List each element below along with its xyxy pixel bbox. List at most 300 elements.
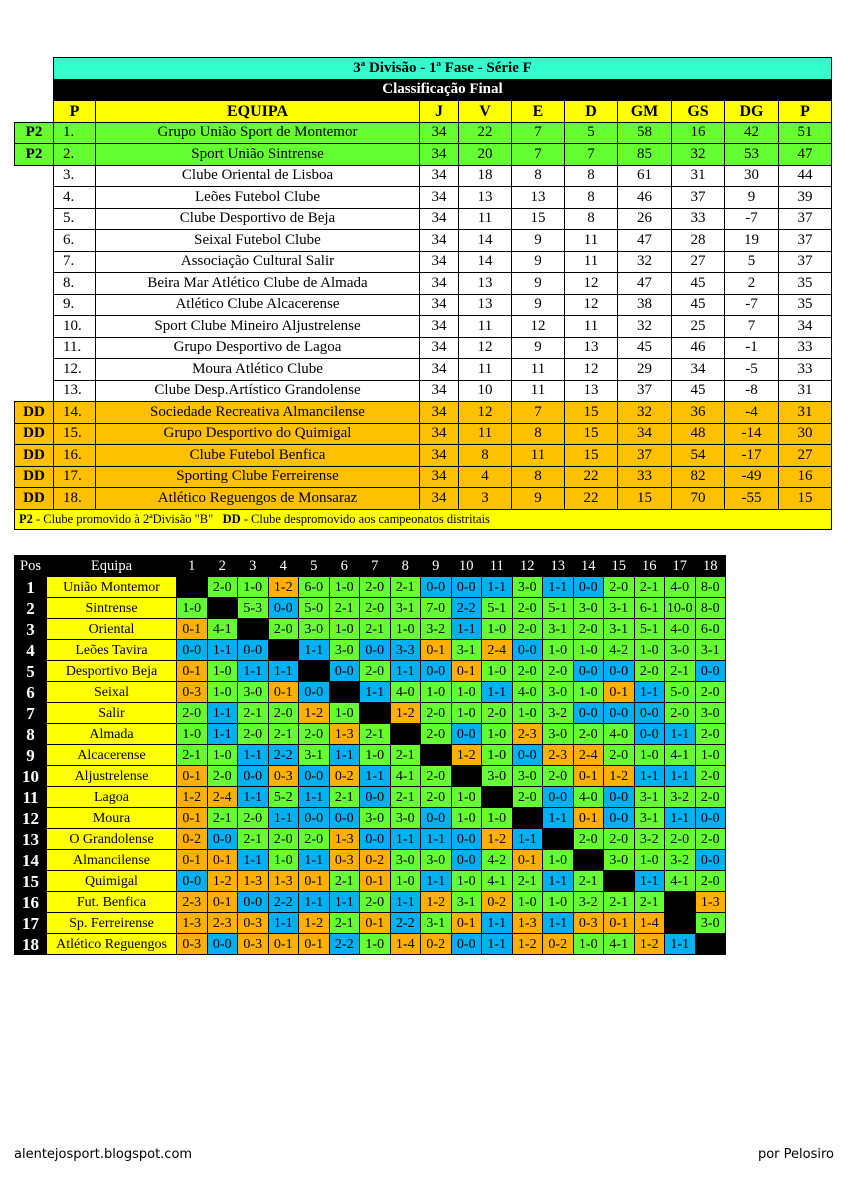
wins: 11 bbox=[459, 316, 512, 338]
matrix-result-cell: 5-0 bbox=[665, 682, 696, 703]
matrix-self-cell bbox=[299, 661, 330, 682]
matrix-result-cell: 0-0 bbox=[543, 787, 574, 808]
matrix-result-cell: 2-0 bbox=[421, 766, 452, 787]
goals-against: 70 bbox=[672, 488, 725, 510]
matrix-row-pos: 8 bbox=[15, 724, 47, 745]
goals-against: 25 bbox=[672, 316, 725, 338]
matrix-result-cell: 2-1 bbox=[360, 724, 391, 745]
matrix-self-cell bbox=[604, 871, 635, 892]
matrix-result-cell: 0-2 bbox=[543, 934, 574, 955]
goals-for: 29 bbox=[618, 359, 672, 381]
matrix-result-cell: 2-1 bbox=[573, 871, 604, 892]
matrix-result-cell: 0-0 bbox=[604, 661, 635, 682]
goals-for: 85 bbox=[618, 144, 672, 166]
matrix-result-cell: 0-1 bbox=[207, 892, 238, 913]
team-name: Associação Cultural Salir bbox=[96, 251, 420, 273]
matrix-result-cell: 2-0 bbox=[207, 766, 238, 787]
legend-dd-text: - Clube despromovido aos campeonatos distritais bbox=[240, 511, 490, 526]
matrix-result-cell: 2-1 bbox=[268, 724, 299, 745]
matrix-col-header: 11 bbox=[482, 556, 513, 577]
matrix-result-cell: 2-1 bbox=[177, 745, 208, 766]
goal-diff: 7 bbox=[725, 316, 779, 338]
matrix-result-cell: 2-1 bbox=[329, 598, 360, 619]
points: 16 bbox=[779, 466, 832, 488]
matrix-result-cell: 1-1 bbox=[268, 661, 299, 682]
status-tag: DD bbox=[15, 488, 54, 510]
standings-row bbox=[15, 488, 832, 510]
points: 37 bbox=[779, 251, 832, 273]
matrix-result-cell: 2-0 bbox=[543, 661, 574, 682]
wins: 8 bbox=[459, 445, 512, 467]
matrix-result-cell: 2-3 bbox=[512, 724, 543, 745]
status-tag: DD bbox=[15, 423, 54, 445]
goal-diff: 53 bbox=[725, 144, 779, 166]
matrix-result-cell: 0-3 bbox=[177, 934, 208, 955]
goals-against: 34 bbox=[672, 359, 725, 381]
matrix-result-cell: 2-0 bbox=[268, 619, 299, 640]
wins: 13 bbox=[459, 273, 512, 295]
matrix-result-cell: 1-0 bbox=[207, 661, 238, 682]
matrix-result-cell: 3-0 bbox=[299, 619, 330, 640]
matrix-result-cell: 0-1 bbox=[421, 640, 452, 661]
matrix-row bbox=[15, 766, 726, 787]
status-tag bbox=[15, 359, 54, 381]
matrix-team-header: Equipa bbox=[47, 556, 177, 577]
header-goals-against: GS bbox=[672, 101, 725, 123]
position: 6. bbox=[54, 230, 96, 252]
matrix-row-pos: 3 bbox=[15, 619, 47, 640]
matrix-result-cell: 2-4 bbox=[207, 787, 238, 808]
played: 34 bbox=[420, 294, 459, 316]
matrix-result-cell: 0-0 bbox=[360, 829, 391, 850]
matrix-result-cell: 1-0 bbox=[360, 745, 391, 766]
matrix-result-cell: 2-0 bbox=[299, 829, 330, 850]
goals-for: 32 bbox=[618, 402, 672, 424]
matrix-result-cell: 0-0 bbox=[451, 934, 482, 955]
matrix-row-team: Aljustrelense bbox=[47, 766, 177, 787]
standings-row bbox=[15, 316, 832, 338]
matrix-result-cell: 1-1 bbox=[329, 892, 360, 913]
matrix-result-cell: 1-0 bbox=[543, 892, 574, 913]
matrix-result-cell: 4-1 bbox=[665, 745, 696, 766]
matrix-result-cell: 2-0 bbox=[604, 829, 635, 850]
matrix-result-cell: 1-1 bbox=[268, 913, 299, 934]
matrix-result-cell: 0-0 bbox=[573, 661, 604, 682]
goals-against: 45 bbox=[672, 380, 725, 402]
position: 5. bbox=[54, 208, 96, 230]
matrix-result-cell: 0-1 bbox=[360, 913, 391, 934]
matrix-result-cell: 1-0 bbox=[329, 703, 360, 724]
standings-subtitle-row bbox=[15, 79, 832, 101]
played: 34 bbox=[420, 337, 459, 359]
losses: 12 bbox=[565, 294, 618, 316]
matrix-result-cell: 4-0 bbox=[390, 682, 421, 703]
matrix-result-cell: 1-1 bbox=[207, 640, 238, 661]
header-goal-diff: DG bbox=[725, 101, 779, 123]
matrix-result-cell: 0-0 bbox=[177, 640, 208, 661]
matrix-row bbox=[15, 703, 726, 724]
played: 34 bbox=[420, 230, 459, 252]
losses: 12 bbox=[565, 273, 618, 295]
goal-diff: 9 bbox=[725, 187, 779, 209]
matrix-result-cell: 1-0 bbox=[390, 871, 421, 892]
standings-title: 3ª Divisão - 1ª Fase - Série F bbox=[54, 58, 832, 80]
matrix-col-header: 3 bbox=[238, 556, 269, 577]
position: 9. bbox=[54, 294, 96, 316]
matrix-result-cell: 2-2 bbox=[329, 934, 360, 955]
team-name: Clube Desportivo de Beja bbox=[96, 208, 420, 230]
position: 16. bbox=[54, 445, 96, 467]
wins: 22 bbox=[459, 122, 512, 144]
matrix-row-team: União Montemor bbox=[47, 577, 177, 598]
standings-row bbox=[15, 359, 832, 381]
points: 35 bbox=[779, 273, 832, 295]
points: 37 bbox=[779, 230, 832, 252]
matrix-result-cell: 1-1 bbox=[421, 871, 452, 892]
status-tag bbox=[15, 273, 54, 295]
matrix-row-team: Seixal bbox=[47, 682, 177, 703]
matrix-row-team: Almancilense bbox=[47, 850, 177, 871]
matrix-row bbox=[15, 934, 726, 955]
matrix-result-cell: 3-1 bbox=[604, 598, 635, 619]
matrix-row-pos: 9 bbox=[15, 745, 47, 766]
points: 31 bbox=[779, 402, 832, 424]
standings-row bbox=[15, 273, 832, 295]
matrix-result-cell: 0-1 bbox=[207, 850, 238, 871]
matrix-result-cell: 2-1 bbox=[329, 913, 360, 934]
goals-against: 33 bbox=[672, 208, 725, 230]
goals-for: 47 bbox=[618, 230, 672, 252]
matrix-col-header: 12 bbox=[512, 556, 543, 577]
matrix-result-cell: 0-1 bbox=[268, 934, 299, 955]
goals-against: 31 bbox=[672, 165, 725, 187]
results-matrix bbox=[14, 555, 726, 955]
matrix-result-cell: 1-0 bbox=[451, 808, 482, 829]
matrix-result-cell: 8-0 bbox=[695, 598, 726, 619]
position: 8. bbox=[54, 273, 96, 295]
team-name: Sport Clube Mineiro Aljustrelense bbox=[96, 316, 420, 338]
standings-header-row bbox=[15, 101, 832, 123]
matrix-result-cell: 1-1 bbox=[299, 850, 330, 871]
footer-source: alentejosport.blogspot.com bbox=[14, 1147, 193, 1162]
matrix-result-cell: 1-0 bbox=[207, 682, 238, 703]
points: 31 bbox=[779, 380, 832, 402]
matrix-result-cell: 3-1 bbox=[604, 619, 635, 640]
matrix-result-cell: 0-2 bbox=[421, 934, 452, 955]
points: 39 bbox=[779, 187, 832, 209]
standings-table bbox=[14, 57, 832, 530]
goals-against: 37 bbox=[672, 187, 725, 209]
matrix-result-cell: 0-3 bbox=[573, 913, 604, 934]
matrix-result-cell: 1-1 bbox=[238, 745, 269, 766]
matrix-result-cell: 1-1 bbox=[207, 703, 238, 724]
goals-against: 82 bbox=[672, 466, 725, 488]
wins: 11 bbox=[459, 423, 512, 445]
played: 34 bbox=[420, 165, 459, 187]
header-pos: P bbox=[54, 101, 96, 123]
standings-row bbox=[15, 380, 832, 402]
matrix-result-cell: 2-0 bbox=[268, 703, 299, 724]
matrix-col-header: 7 bbox=[360, 556, 391, 577]
matrix-result-cell: 1-0 bbox=[451, 703, 482, 724]
goal-diff: -55 bbox=[725, 488, 779, 510]
header-team: EQUIPA bbox=[96, 101, 420, 123]
matrix-result-cell: 2-1 bbox=[634, 892, 665, 913]
draws: 15 bbox=[512, 208, 565, 230]
matrix-result-cell: 0-0 bbox=[573, 577, 604, 598]
played: 34 bbox=[420, 316, 459, 338]
matrix-self-cell bbox=[695, 934, 726, 955]
matrix-result-cell: 2-0 bbox=[573, 724, 604, 745]
matrix-self-cell bbox=[573, 850, 604, 871]
matrix-row-pos: 18 bbox=[15, 934, 47, 955]
matrix-result-cell: 2-0 bbox=[482, 703, 513, 724]
matrix-result-cell: 1-1 bbox=[665, 724, 696, 745]
matrix-row-pos: 13 bbox=[15, 829, 47, 850]
matrix-row-team: Sp. Ferreirense bbox=[47, 913, 177, 934]
goals-for: 34 bbox=[618, 423, 672, 445]
goals-against: 28 bbox=[672, 230, 725, 252]
matrix-result-cell: 1-0 bbox=[390, 619, 421, 640]
matrix-result-cell: 1-0 bbox=[238, 577, 269, 598]
matrix-result-cell: 8-0 bbox=[695, 577, 726, 598]
matrix-result-cell: 0-0 bbox=[634, 724, 665, 745]
goal-diff: -8 bbox=[725, 380, 779, 402]
played: 34 bbox=[420, 402, 459, 424]
wins: 13 bbox=[459, 294, 512, 316]
header-played: J bbox=[420, 101, 459, 123]
matrix-col-header: 4 bbox=[268, 556, 299, 577]
matrix-result-cell: 2-2 bbox=[268, 892, 299, 913]
standings-legend bbox=[15, 509, 832, 529]
matrix-result-cell: 1-0 bbox=[482, 808, 513, 829]
draws: 9 bbox=[512, 251, 565, 273]
matrix-result-cell: 1-1 bbox=[634, 682, 665, 703]
matrix-result-cell: 1-1 bbox=[482, 913, 513, 934]
matrix-result-cell: 0-0 bbox=[512, 640, 543, 661]
matrix-result-cell: 0-3 bbox=[238, 913, 269, 934]
matrix-result-cell: 3-2 bbox=[573, 892, 604, 913]
goal-diff: -7 bbox=[725, 294, 779, 316]
standings-row bbox=[15, 466, 832, 488]
matrix-result-cell: 1-1 bbox=[207, 724, 238, 745]
team-name: Clube Oriental de Lisboa bbox=[96, 165, 420, 187]
matrix-result-cell: 3-1 bbox=[543, 619, 574, 640]
status-tag: DD bbox=[15, 445, 54, 467]
points: 15 bbox=[779, 488, 832, 510]
status-tag: DD bbox=[15, 466, 54, 488]
goal-diff: -4 bbox=[725, 402, 779, 424]
matrix-result-cell: 0-0 bbox=[238, 766, 269, 787]
goal-diff: 42 bbox=[725, 122, 779, 144]
team-name: Atlético Reguengos de Monsaraz bbox=[96, 488, 420, 510]
matrix-result-cell: 2-0 bbox=[360, 892, 391, 913]
matrix-result-cell: 0-0 bbox=[634, 703, 665, 724]
matrix-result-cell: 1-3 bbox=[329, 724, 360, 745]
matrix-result-cell: 4-1 bbox=[482, 871, 513, 892]
matrix-result-cell: 4-2 bbox=[604, 640, 635, 661]
matrix-result-cell: 0-0 bbox=[451, 577, 482, 598]
matrix-result-cell: 2-0 bbox=[695, 682, 726, 703]
goal-diff: 2 bbox=[725, 273, 779, 295]
standings-row bbox=[15, 187, 832, 209]
matrix-self-cell bbox=[207, 598, 238, 619]
points: 33 bbox=[779, 337, 832, 359]
matrix-result-cell: 1-1 bbox=[390, 829, 421, 850]
wins: 10 bbox=[459, 380, 512, 402]
matrix-result-cell: 4-0 bbox=[604, 724, 635, 745]
legend-p2-code: P2 bbox=[19, 511, 33, 526]
team-name: Grupo União Sport de Montemor bbox=[96, 122, 420, 144]
matrix-row-pos: 11 bbox=[15, 787, 47, 808]
matrix-result-cell: 3-3 bbox=[390, 640, 421, 661]
status-tag bbox=[15, 380, 54, 402]
matrix-result-cell: 4-0 bbox=[573, 787, 604, 808]
matrix-result-cell: 1-0 bbox=[573, 640, 604, 661]
matrix-result-cell: 0-0 bbox=[421, 808, 452, 829]
matrix-result-cell: 0-0 bbox=[421, 577, 452, 598]
matrix-result-cell: 2-1 bbox=[329, 871, 360, 892]
points: 33 bbox=[779, 359, 832, 381]
matrix-result-cell: 1-3 bbox=[329, 829, 360, 850]
matrix-result-cell: 2-1 bbox=[238, 829, 269, 850]
losses: 13 bbox=[565, 380, 618, 402]
matrix-row bbox=[15, 787, 726, 808]
matrix-col-header: 5 bbox=[299, 556, 330, 577]
goal-diff: 5 bbox=[725, 251, 779, 273]
matrix-result-cell: 3-2 bbox=[665, 850, 696, 871]
draws: 11 bbox=[512, 359, 565, 381]
matrix-result-cell: 2-0 bbox=[421, 703, 452, 724]
matrix-result-cell: 0-1 bbox=[177, 661, 208, 682]
matrix-self-cell bbox=[512, 808, 543, 829]
team-name: Sociedade Recreativa Almancilense bbox=[96, 402, 420, 424]
status-tag: P2 bbox=[15, 122, 54, 144]
position: 13. bbox=[54, 380, 96, 402]
standings-row bbox=[15, 423, 832, 445]
wins: 14 bbox=[459, 251, 512, 273]
goals-for: 47 bbox=[618, 273, 672, 295]
wins: 12 bbox=[459, 402, 512, 424]
matrix-result-cell: 2-3 bbox=[207, 913, 238, 934]
draws: 8 bbox=[512, 423, 565, 445]
position: 14. bbox=[54, 402, 96, 424]
matrix-row-team: Desportivo Beja bbox=[47, 661, 177, 682]
matrix-result-cell: 0-3 bbox=[329, 850, 360, 871]
matrix-row-pos: 6 bbox=[15, 682, 47, 703]
matrix-result-cell: 3-2 bbox=[421, 619, 452, 640]
matrix-result-cell: 1-1 bbox=[543, 577, 574, 598]
matrix-result-cell: 1-1 bbox=[238, 850, 269, 871]
matrix-result-cell: 3-2 bbox=[665, 787, 696, 808]
matrix-row bbox=[15, 598, 726, 619]
matrix-result-cell: 2-0 bbox=[695, 766, 726, 787]
status-tag bbox=[15, 337, 54, 359]
matrix-result-cell: 1-1 bbox=[421, 829, 452, 850]
matrix-result-cell: 10-0 bbox=[665, 598, 696, 619]
losses: 8 bbox=[565, 165, 618, 187]
matrix-result-cell: 5-1 bbox=[543, 598, 574, 619]
matrix-result-cell: 2-1 bbox=[238, 703, 269, 724]
team-name: Grupo Desportivo de Lagoa bbox=[96, 337, 420, 359]
matrix-result-cell: 0-2 bbox=[329, 766, 360, 787]
team-name: Clube Desp.Artístico Grandolense bbox=[96, 380, 420, 402]
matrix-col-header: 10 bbox=[451, 556, 482, 577]
matrix-self-cell bbox=[451, 766, 482, 787]
matrix-result-cell: 1-2 bbox=[421, 892, 452, 913]
matrix-result-cell: 4-1 bbox=[665, 871, 696, 892]
matrix-result-cell: 2-0 bbox=[238, 808, 269, 829]
goals-for: 46 bbox=[618, 187, 672, 209]
matrix-result-cell: 0-0 bbox=[238, 640, 269, 661]
losses: 8 bbox=[565, 208, 618, 230]
matrix-result-cell: 0-1 bbox=[573, 808, 604, 829]
matrix-result-cell: 1-0 bbox=[634, 640, 665, 661]
played: 34 bbox=[420, 122, 459, 144]
goals-against: 16 bbox=[672, 122, 725, 144]
standings-row bbox=[15, 337, 832, 359]
wins: 3 bbox=[459, 488, 512, 510]
status-tag bbox=[15, 208, 54, 230]
matrix-row-pos: 1 bbox=[15, 577, 47, 598]
team-name: Grupo Desportivo do Quimigal bbox=[96, 423, 420, 445]
matrix-row bbox=[15, 913, 726, 934]
matrix-result-cell: 0-0 bbox=[451, 724, 482, 745]
wins: 11 bbox=[459, 359, 512, 381]
matrix-row-team: O Grandolense bbox=[47, 829, 177, 850]
team-name: Leões Futebol Clube bbox=[96, 187, 420, 209]
matrix-result-cell: 3-1 bbox=[695, 640, 726, 661]
matrix-result-cell: 1-0 bbox=[512, 703, 543, 724]
matrix-self-cell bbox=[390, 724, 421, 745]
matrix-result-cell: 0-1 bbox=[604, 913, 635, 934]
matrix-result-cell: 0-1 bbox=[299, 871, 330, 892]
matrix-result-cell: 0-0 bbox=[451, 829, 482, 850]
matrix-result-cell: 1-1 bbox=[238, 661, 269, 682]
team-name: Beira Mar Atlético Clube de Almada bbox=[96, 273, 420, 295]
matrix-result-cell: 1-2 bbox=[299, 913, 330, 934]
points: 37 bbox=[779, 208, 832, 230]
matrix-row bbox=[15, 577, 726, 598]
header-points: P bbox=[779, 101, 832, 123]
matrix-result-cell: 0-3 bbox=[177, 682, 208, 703]
goals-against: 54 bbox=[672, 445, 725, 467]
matrix-result-cell: 3-1 bbox=[421, 913, 452, 934]
losses: 7 bbox=[565, 144, 618, 166]
matrix-result-cell: 0-0 bbox=[268, 598, 299, 619]
matrix-result-cell: 2-3 bbox=[543, 745, 574, 766]
matrix-result-cell: 2-0 bbox=[573, 619, 604, 640]
matrix-result-cell: 0-1 bbox=[512, 850, 543, 871]
matrix-result-cell: 3-0 bbox=[421, 850, 452, 871]
goals-for: 26 bbox=[618, 208, 672, 230]
matrix-result-cell: 1-0 bbox=[451, 787, 482, 808]
matrix-result-cell: 0-0 bbox=[329, 808, 360, 829]
played: 34 bbox=[420, 423, 459, 445]
matrix-result-cell: 2-1 bbox=[360, 619, 391, 640]
losses: 11 bbox=[565, 316, 618, 338]
matrix-col-header: 8 bbox=[390, 556, 421, 577]
matrix-result-cell: 2-0 bbox=[207, 577, 238, 598]
status-tag bbox=[15, 316, 54, 338]
played: 34 bbox=[420, 144, 459, 166]
matrix-result-cell: 1-0 bbox=[451, 682, 482, 703]
matrix-col-header: 13 bbox=[543, 556, 574, 577]
matrix-result-cell: 1-1 bbox=[299, 640, 330, 661]
matrix-result-cell: 1-0 bbox=[482, 745, 513, 766]
losses: 11 bbox=[565, 230, 618, 252]
header-wins: V bbox=[459, 101, 512, 123]
